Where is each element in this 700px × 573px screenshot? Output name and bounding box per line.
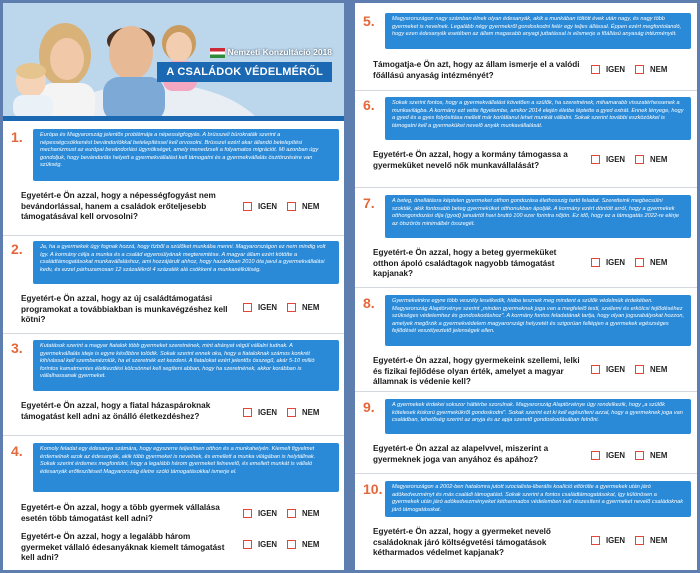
hungarian-flag-icon [210, 48, 225, 58]
yes-label: IGEN [258, 202, 278, 211]
question-text: Egyetért-e Ön azzal, hogy a kormány támogassa a gyermeküket nevelő nők munkavállalását? [373, 150, 568, 170]
answer-yes[interactable] [591, 451, 625, 460]
question-10 [363, 481, 693, 567]
question-intro: Gyermekeinkre egyre több veszély leselkedik, hiába tesznek meg mindent a szülők védelmük érdekében. Magyarország Alaptörvénye szerint „minden gyermeknek joga van a megfelelő testi, szellemi és erkölcsi fejlődéséhez szükséges védelemhez és gondoskodáshoz". A kormány fontos feladatának tartja, hogy olyan jogszabályokat hozzon, amelyek megőrzik a gyermekvédelem magyarországi helyzetét és szigorúan fellépjen a gyermekek egészséges fejlődését veszélyeztető jelenségek ellen. [385, 295, 691, 346]
no-label: NEM [302, 509, 320, 518]
question-3 [11, 340, 341, 432]
yes-checkbox[interactable] [591, 365, 600, 374]
no-checkbox[interactable] [635, 536, 644, 545]
no-checkbox[interactable] [635, 451, 644, 460]
no-checkbox[interactable] [287, 303, 296, 312]
no-checkbox[interactable] [287, 408, 296, 417]
question-text: Egyetért-e Ön azzal, hogy a több gyermek vállalása esetén több támogatást kell adni? [21, 503, 220, 523]
no-label: NEM [650, 365, 668, 374]
no-label: NEM [650, 65, 668, 74]
yes-checkbox[interactable] [243, 303, 252, 312]
question-number: 2. [11, 241, 23, 257]
yes-label: IGEN [258, 303, 278, 312]
question-intro: A beteg, önellátásra képtelen gyermeket otthon gondozása élethosszig tartó feladat. Szeretteink megbecsülni szokták, akik fontosabb beteg gyermeküket otthonukban ápolják. A kormány ezért döntött arról, hogy a gyermekek otthongondozási díja (gyod) januártól havi bruttó 100 ezer forintra nőjön. Ez idő, hogy ez a támogatás 2022-re elérje az ötszörös minimálbér összegét. [385, 195, 691, 238]
answer-no[interactable] [635, 258, 667, 267]
yes-label: IGEN [606, 155, 626, 164]
answer-no[interactable] [287, 408, 319, 417]
divider [355, 90, 697, 91]
no-checkbox[interactable] [635, 155, 644, 164]
yes-checkbox[interactable] [591, 65, 600, 74]
no-label: NEM [650, 155, 668, 164]
yes-label: IGEN [606, 65, 626, 74]
answer-no[interactable] [287, 202, 319, 211]
answer-yes[interactable] [591, 65, 625, 74]
question-6 [363, 97, 693, 185]
question-number: 10. [363, 481, 383, 497]
question-number: 1. [11, 129, 23, 145]
yes-checkbox[interactable] [243, 509, 252, 518]
answer-yes[interactable] [243, 303, 277, 312]
yes-checkbox[interactable] [591, 258, 600, 267]
question-number: 9. [363, 399, 375, 415]
answer-yes-2[interactable] [243, 540, 277, 549]
question-number: 5. [363, 13, 375, 29]
yes-checkbox[interactable] [591, 536, 600, 545]
answer-no[interactable] [635, 155, 667, 164]
header-divider [3, 116, 344, 121]
no-checkbox[interactable] [287, 540, 296, 549]
divider [3, 435, 344, 436]
answer-no-2[interactable] [287, 540, 319, 549]
no-label: NEM [302, 202, 320, 211]
left-page [3, 3, 344, 570]
yes-checkbox[interactable] [591, 451, 600, 460]
no-checkbox[interactable] [287, 202, 296, 211]
question-text: Támogatja-e Ön azt, hogy az állam ismerje el a valódi főállású anyaság intézményét? [373, 60, 580, 80]
question-text: Egyetért-e Ön azzal, hogy az új családtámogatási programokat a továbbiakban is munkavégzéshez kell kötni? [21, 294, 228, 324]
header-title: A CSALÁDOK VÉDELMÉRŐL [157, 62, 332, 82]
yes-checkbox[interactable] [243, 540, 252, 549]
yes-checkbox[interactable] [591, 155, 600, 164]
question-number: 4. [11, 443, 23, 459]
no-checkbox[interactable] [635, 65, 644, 74]
answer-yes[interactable] [243, 408, 277, 417]
answer-no[interactable] [635, 536, 667, 545]
question-intro: Ja, ha a gyermekek úgy fognak hozzá, hogy tízből a szülőket munkába menni. Magyarországon ez nem mindig volt így. A kormány célja a munka és a család egyensúlyának megteremtése. A magyar állam ezért kötötte a családtámogatásokat munkavállaláshoz, ami hozzájárult ahhoz, hogy hazánkban 2010 óta javul a gyermekvállalási kedv, és ezzel párhuzamosan 12 százalékról 4 százalék alá csökkent a munkanélküliség. [33, 241, 339, 284]
question-text: Egyetért-e Ön azzal, hogy a gyermeket nevelő családoknak járó költségvetési támogatások kétharmados védelmet kapjanak? [373, 527, 551, 557]
divider [355, 473, 697, 474]
yes-label: IGEN [606, 365, 626, 374]
answer-yes[interactable] [591, 258, 625, 267]
yes-label: IGEN [606, 451, 626, 460]
question-intro: Európa és Magyarország jelentős problémája a népességfogyás. A brüsszeli bürokraták szerint a népességcsökkenést bevándorlókkal betelepítéssel kell orvosolni. Brüsszel ezért akar állandó betelepítési mechanizmust az európai bevándorlási ügynökséget, amely menedzseli a folyamatos migrációt. Mi azonban úgy gondoljuk, hogy bevándorlás helyett a gyermekvállalást kell támogatni és a gyermekvállalás ösztönzésére van szükség. [33, 129, 339, 181]
right-page [355, 3, 697, 570]
yes-checkbox[interactable] [243, 202, 252, 211]
yes-label: IGEN [258, 509, 278, 518]
question-1 [11, 129, 341, 233]
divider [3, 235, 344, 236]
yes-label: IGEN [606, 258, 626, 267]
question-4 [11, 443, 341, 568]
no-checkbox[interactable] [287, 509, 296, 518]
question-intro: Magyarországon a 2002-ben hatalomra jutott szocialista-liberális koalíció eltörölte a gyermekek után járó adókedvezményt és más családi támogatást. Sokak szerint a fontos családtámogatásokat, így különösen a gyermekek után járó adókedvezményeket kétharmados védelemben kell részesíteni a gyermeket nevelő családoknak járó támogatásokat. [385, 481, 691, 517]
question-intro: A gyermekek érdekei sokszor háttérbe szorulnak. Magyarország Alaptörvénye úgy rendelkezik, hogy „a szülők kötelesek kiskorú gyermekükről gondoskodni". Sokak szerint ezt ki kell egészíteni azzal, hogy a gyermeknek joga van családban, lehetőség szerint az anyja és az apja szerető gondoskodásában felnőni. [385, 399, 691, 434]
header-photo [3, 3, 344, 116]
no-label: NEM [302, 303, 320, 312]
question-2 [11, 241, 341, 331]
no-checkbox[interactable] [635, 365, 644, 374]
question-8 [363, 295, 693, 395]
question-text: Egyetért-e Ön azzal az alapelvvel, miszerint a gyermeknek joga van anyához és apához? [373, 444, 549, 464]
answer-no[interactable] [635, 365, 667, 374]
question-7 [363, 195, 693, 287]
answer-yes[interactable] [591, 155, 625, 164]
header-kicker-line [157, 47, 332, 58]
no-label: NEM [650, 536, 668, 545]
answer-no[interactable] [635, 451, 667, 460]
divider [355, 287, 697, 288]
divider [355, 391, 697, 392]
yes-label: IGEN [258, 540, 278, 549]
yes-checkbox[interactable] [243, 408, 252, 417]
question-5 [363, 13, 693, 89]
question-intro: Magyarországon nagy számban élnek olyan édesanyák, akik a munkában töltött évek után nagy, és nagy több gyermeket is nevelnek. Legalább négy gyermekről gondoskodni felér egy teljes állással. Éppen ezért megfontolandó, hogy ezen édesanyák esetében az állam magasabb anyagi juttatással is elismerje a főállású anyaság intézményét. [385, 13, 691, 49]
yes-label: IGEN [606, 536, 626, 545]
answer-yes[interactable] [243, 509, 277, 518]
divider [3, 333, 344, 334]
question-text: Egyetért-e Ön azzal, hogy a fiatal házaspároknak támogatást kell adni az önálló életkezdéshez? [21, 401, 211, 421]
question-intro: Sokak szerint fontos, hogy a gyermekvállalást követően a szülők, ha szeretnének, mihamarabb visszatérhessenek a munkavilágba. A kormány ezt vette figyelembe, amikor 2014 elején életbe léptette a gyed extrát. Ennek lényege, hogy a gyed és a gyes folyósítása mellett már korlátlanul lehet munkát vállalni. Sokak szerint további eszközökkel is támogatni kell a gyermeküket nevelő anyák munkavállalását. [385, 97, 691, 140]
divider [355, 187, 697, 188]
answer-yes[interactable] [591, 365, 625, 374]
question-intro: Kutatások szerint a magyar fiatalok több gyermeket szeretnének, mint ahányat végül vállalni tudnak. A gyermekvállalás ideje is egyre későbbre tolódik. Sokak szerint ennek oka, hogy a fiataloknak számos konkrét kihívással kell szembenézniük, ha el szeretnék ezt kezdeni. A fiatalokat ezért jelentős összegű, akár 5-10 millió forintos kamatmentes életkezdési kölcsönnel kell segíteni abban, hogy ha szeretnének, akkor korábban is vállalhassanak gyermeket. [33, 340, 339, 391]
no-label: NEM [302, 408, 320, 417]
no-label: NEM [650, 451, 668, 460]
yes-label: IGEN [258, 408, 278, 417]
header-kicker: Nemzeti Konzultáció 2018 [227, 47, 332, 57]
question-9 [363, 399, 693, 473]
question-number: 3. [11, 340, 23, 356]
question-number: 8. [363, 295, 375, 311]
no-checkbox[interactable] [635, 258, 644, 267]
question-number: 7. [363, 195, 375, 211]
answer-no[interactable] [287, 303, 319, 312]
question-text: Egyetért-e Ön azzal, hogy a beteg gyermeküket otthon ápoló családtagok nagyobb támogatást kapjanak? [373, 248, 557, 278]
question-number: 6. [363, 97, 375, 113]
answer-yes[interactable] [243, 202, 277, 211]
answer-no[interactable] [635, 65, 667, 74]
answer-no[interactable] [287, 509, 319, 518]
answer-yes[interactable] [591, 536, 625, 545]
no-label: NEM [302, 540, 320, 549]
header-title-block [157, 47, 332, 82]
question-text: Egyetért-e Ön azzal, hogy gyermekeink szellemi, lelki és fizikai fejlődése olyan érték, amelyet a magyar államnak is védenie kell? [373, 356, 580, 386]
question-text-2: Egyetért-e Ön azzal, hogy a legalább három gyermeket vállaló édesanyáknak kiemelt támogatást kell adni? [21, 532, 225, 562]
question-intro: Komoly feladat egy édesanya számára, hogy egyszerre teljesítsen otthon és a munkahelyén. Kiemelt figyelmet érdemelnek azok az édesanyák, akik több gyermeket is nevelnek, és emellett a munka világában is helytállnak. Sokak szerint érdemes megfontolni, hogy a legalább három gyermeket felnevelő, és emellett munkát is vállaló édesanyák erőfeszítéseit Magyarország életre szóló támogatásokkal ismerje el. [33, 443, 339, 492]
no-label: NEM [650, 258, 668, 267]
question-text: Egyetért-e Ön azzal, hogy a népességfogyást nem bevándorlással, hanem a családok erőteljesebb támogatásával kell orvosolni? [21, 191, 216, 221]
